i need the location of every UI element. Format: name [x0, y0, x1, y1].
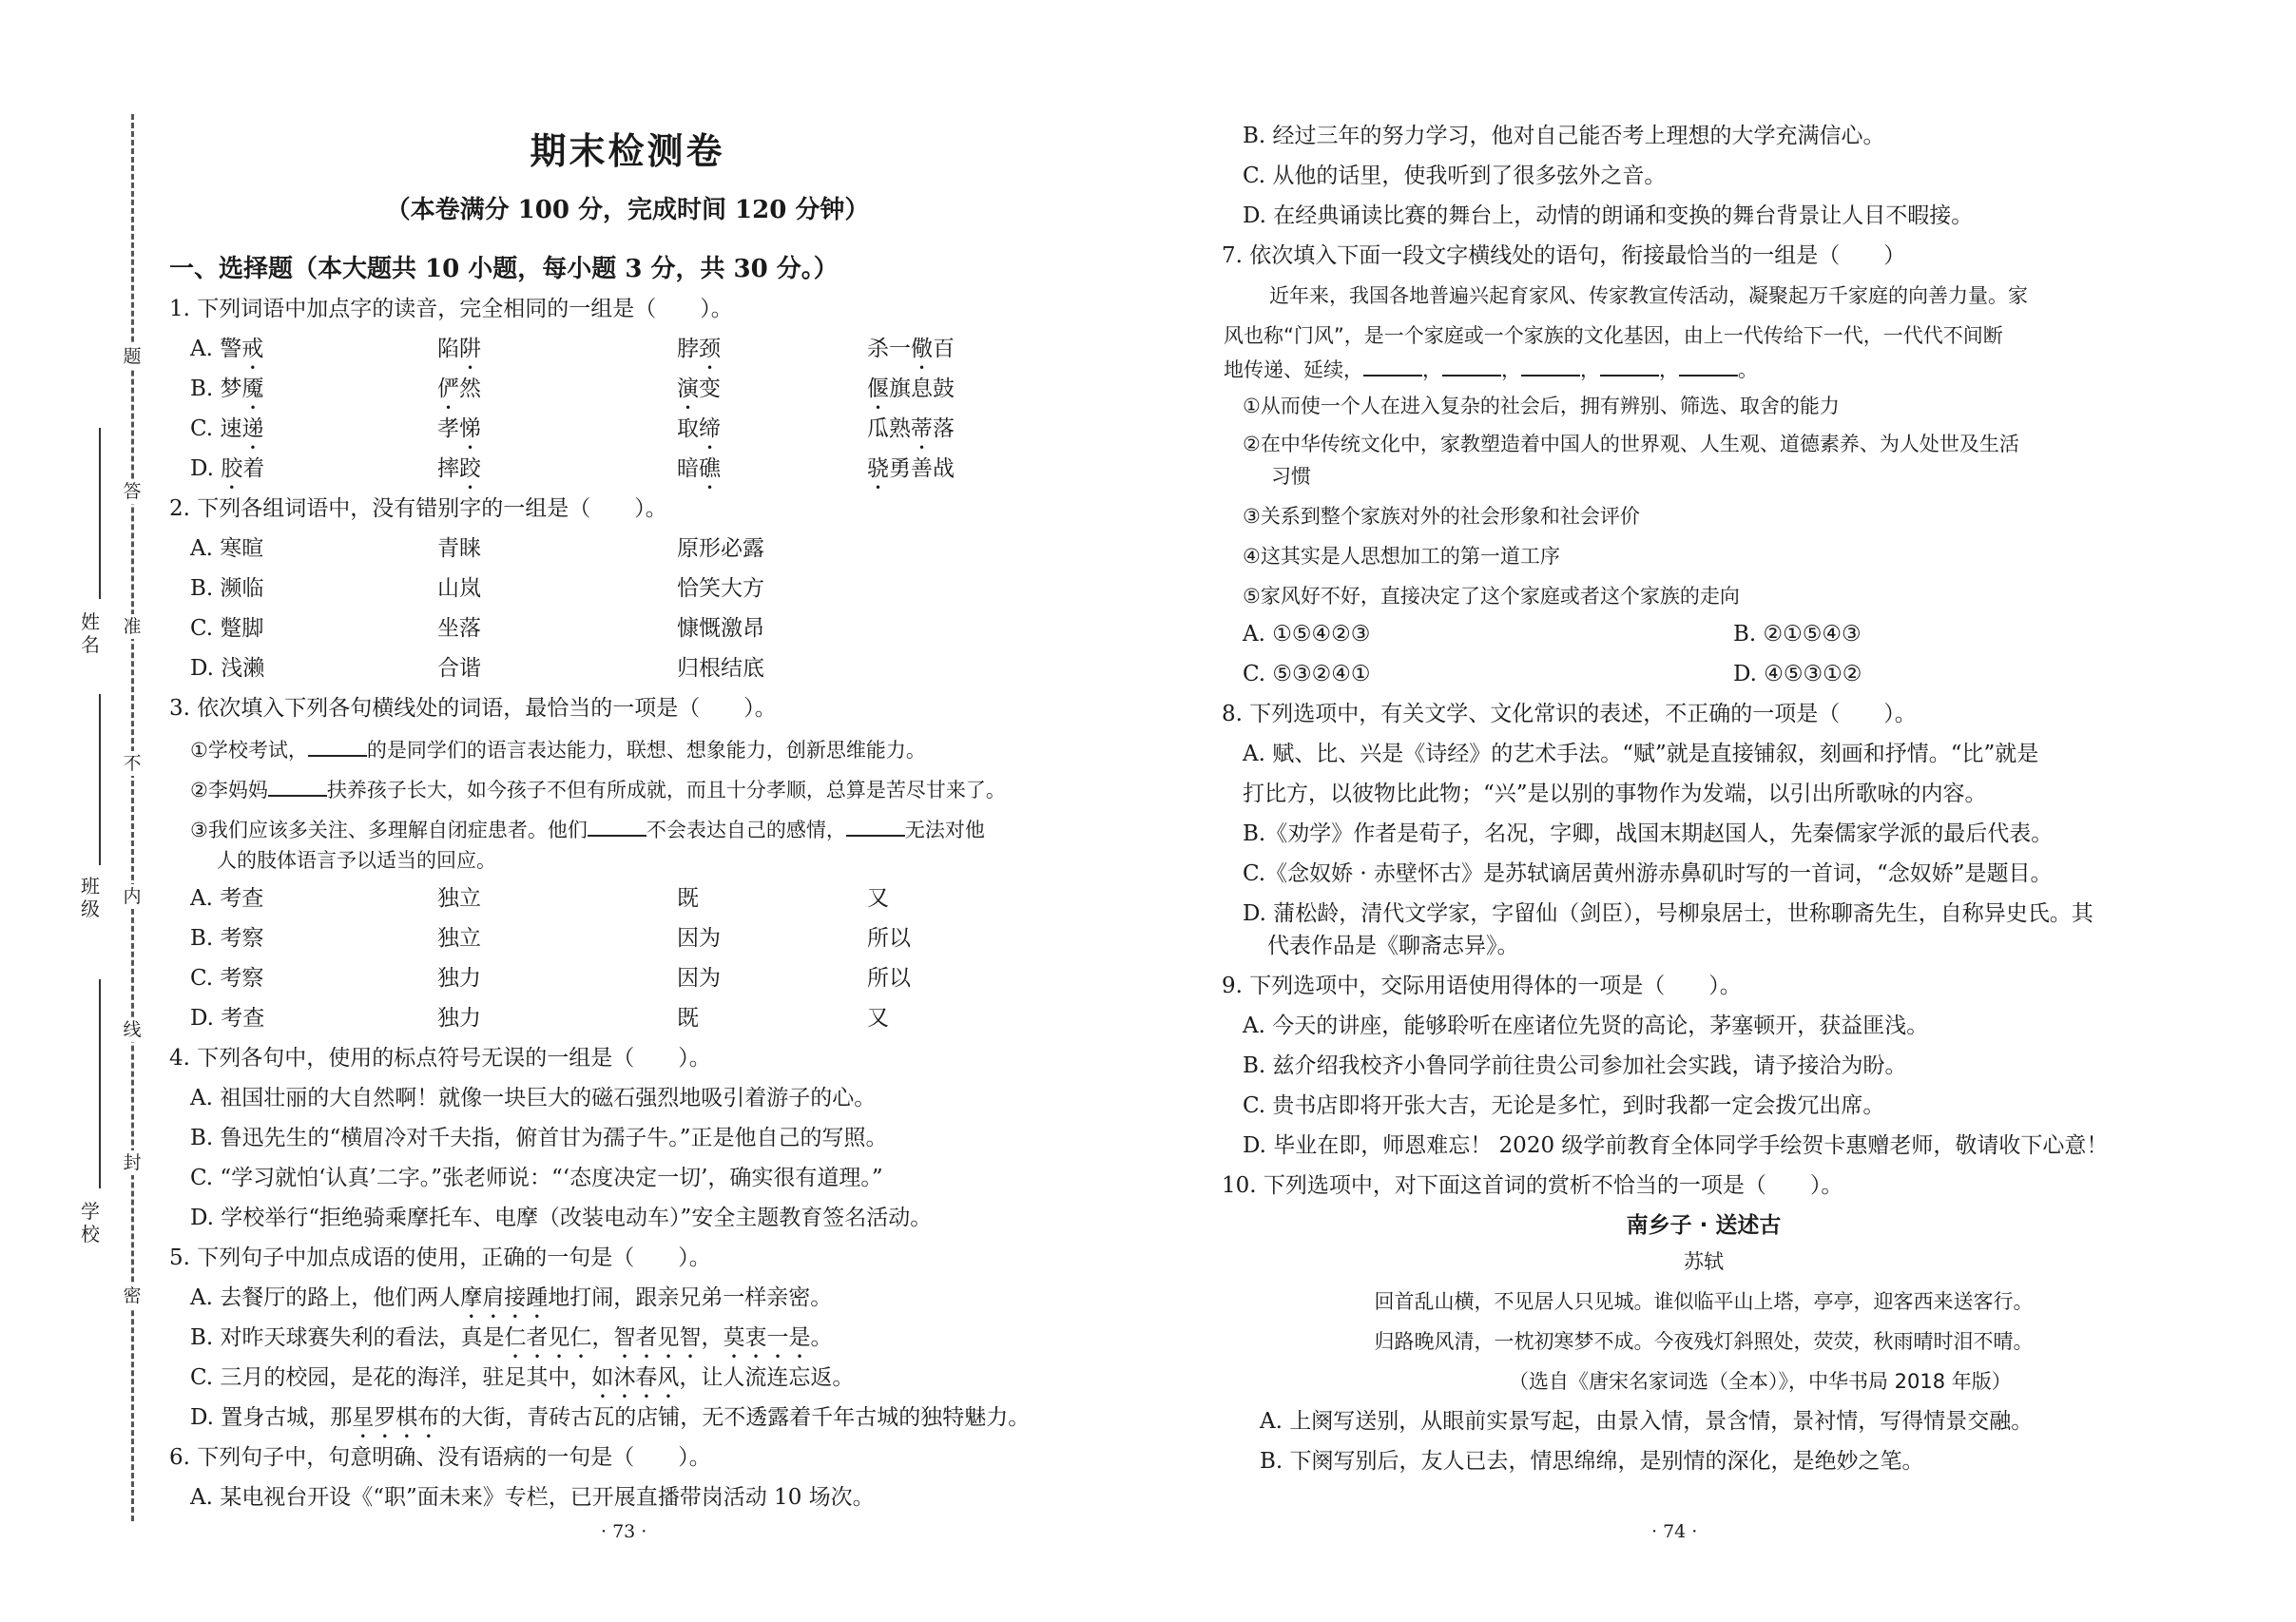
school-label: 学校 [81, 1200, 100, 1245]
poem-title: 南乡子 · 送述古 [1626, 1213, 1782, 1238]
q3-sentence-3-cont: 人的肢体语言予以适当的回应。 [217, 849, 496, 872]
question-stem: 6. 下列句子中，句意明确、没有语病的一句是（ ）。 [169, 1445, 711, 1470]
answer-blank[interactable] [308, 734, 367, 757]
q5-option-d: D. 置身古城，那星罗棋布的大街，青砖古瓦的店铺，无不透露着千年古城的独特魅力。 [190, 1405, 1031, 1430]
q6-option-a: A. 某电视台开设《“职”面未来》专栏，已开展直播带岗活动 10 场次。 [190, 1485, 875, 1510]
q10-option-b: B. 下阕写别后，友人已去，情思绵绵，是别情的深化，是绝妙之笔。 [1260, 1449, 1924, 1474]
left-page: 题 答 准 不 内 线 封 密 姓名 班级 学校 期末检测卷 （本卷满分 100 分，完成时间 120 分钟） 一、选择题（本大题共 10 小题，每小题 3 分，共 30 分。） 1. 下列词语中加点字的读音，完全相同的一组是（ ）。 A. 警戒 陷阱 脖颈 杀一儆百 B. 梦魇 俨然 演变 偃旗息鼓 C. 速递 孝悌 取缔 瓜熟蒂落 D. 胶着 摔跤 暗礁 骁勇善战 2. 下列各组词语中，没有错别字的一组是（ ）。 A. 寒暄 青睐 原形必露 B. 濒临 山岚 恰笑大方 C. 蹩脚 坐落 慷慨激昂 D. 浅濑 合谐 归根结底 3. 依次填入下列各句横线处的词语，最恰当的一项是（ ）。 ①学校考试， 的是同学们的语言表达能力，联想、想象能力，创新思维能力。 ②李妈妈 扶养孩子长大，如今孩子不但有所成就，而且十分孝顺，总算是苦尽甘来了。 ③我们应该多关注、多理解自闭症患者。他们 不会表达自己的感情， 无法对他 人的肢体语言予以适当的回应。 A. 考查 独立 既 又 B. 考察 独立 因为 所以 C. 考察 独力 因为 所以 D. 考查 独力 既 又 4. 下列各句中，使用的标点符号无误的一组是（ ）。 A. 祖国壮丽的大自然啊！就像一块巨大的磁石强烈地吸引着游子的心。 B. 鲁迅先生的“横眉冷对千夫指，俯首甘为孺子牛。”正是他自己的写照。 C. “学习就怕‘认真’二字。”张老师说：“‘态度决定一切’，确实很有道理。” D. 学校举行“拒绝骑乘摩托车、电摩（改装电动车）”安全主题教育签名活动。 5. 下列句子中加点成语的使用，正确的一句是（ ）。 A. 去餐厅的路上，他们两人摩肩接踵地打闹，跟亲兄弟一样亲密。 B. 对昨天球赛失利的看法，真是仁者见仁，智者见智，莫衷一是。 C. 三月的校园，是花的海洋，驻足其中，如沐春风，让人流连忘返。 D. 置身古城，那星罗棋布的大街，青砖古瓦的店铺，无不透露着千年古城的独特魅力。 6. 下列句子中，句意明确、没有语病的一句是（ ）。 A. 某电视台开设《“职”面未来》专栏，已开展直播带岗活动 10 场次。 · 73 · [0, 0, 1148, 1622]
q7-option-d: D. ④⑤③①② [1733, 662, 1862, 686]
question-stem: 1. 下列词语中加点字的读音，完全相同的一组是（ ）。 [169, 297, 733, 321]
q7-option-c: C. ⑤③②④① [1243, 662, 1371, 686]
class-label: 班级 [81, 875, 100, 920]
q8-option-line: 代表作品是《聊斋志异》。 [1267, 934, 1519, 958]
q4-option-d: D. 学校举行“拒绝骑乘摩托车、电摩（改装电动车）”安全主题教育签名活动。 [190, 1206, 933, 1230]
question-stem: 5. 下列句子中加点成语的使用，正确的一句是（ ）。 [169, 1245, 711, 1270]
answer-blank[interactable] [846, 814, 905, 837]
binding-dashed-line [131, 114, 134, 1521]
q3-sentence-1: ①学校考试， 的是同学们的语言表达能力，联想、想象能力，创新思维能力。 [190, 734, 926, 764]
question-stem: 7. 依次填入下面一段文字横线处的语句，衔接最恰当的一组是（ ） [1222, 243, 1906, 268]
name-label: 姓名 [81, 610, 100, 656]
q6-option-c: C. 从他的话里，使我听到了很多弦外之音。 [1243, 164, 1667, 188]
binding-char: 不 [120, 751, 145, 776]
binding-char: 答 [120, 479, 145, 504]
q7-passage-line: 地传递、延续， ， ， ， ， 。 [1224, 354, 1758, 384]
question-stem: 8. 下列选项中，有关文学、文化常识的表述，不正确的一项是（ ）。 [1222, 702, 1917, 726]
q6-option-b: B. 经过三年的努力学习，他对自己能否考上理想的大学充满信心。 [1243, 124, 1885, 148]
class-field-line[interactable] [99, 694, 101, 865]
answer-blank[interactable] [588, 814, 646, 837]
q7-option-b: B. ②①⑤④③ [1733, 622, 1862, 647]
q9-option-a: A. 今天的讲座，能够聆听在座诸位先贤的高论，茅塞顿开，获益匪浅。 [1243, 1014, 1929, 1038]
q8-option-line: A. 赋、比、兴是《诗经》的艺术手法。“赋”就是直接铺叙，刻画和抒情。“比”就是 [1243, 742, 2039, 766]
q9-option-d: D. 毕业在即，师恩难忘！ 2020 级学前教育全体同学手绘贺卡惠赠老师，敬请收下心意！ [1243, 1133, 2109, 1158]
answer-blank[interactable] [1521, 354, 1580, 377]
binding-char: 准 [120, 614, 145, 639]
q3-sentence-2: ②李妈妈 扶养孩子长大，如今孩子不但有所成就，而且十分孝顺，总算是苦尽甘来了。 [190, 774, 1006, 804]
exam-subtitle: （本卷满分 100 分，完成时间 120 分钟） [385, 196, 870, 224]
q5-option-c: C. 三月的校园，是花的海洋，驻足其中，如沐春风，让人流连忘返。 [190, 1365, 855, 1390]
q1-a-1: 戒 [241, 337, 264, 361]
page-number: · 74 · [1651, 1521, 1698, 1542]
section-heading: 一、选择题（本大题共 10 小题，每小题 3 分，共 30 分。） [169, 255, 839, 283]
q5-option-b: B. 对昨天球赛失利的看法，真是仁者见仁，智者见智，莫衷一是。 [190, 1325, 833, 1350]
binding-char: 线 [120, 1017, 145, 1042]
q8-option-line: B.《劝学》作者是荀子，名况，字卿，战国末期赵国人，先秦儒家学派的最后代表。 [1243, 821, 2054, 846]
question-stem: 9. 下列选项中，交际用语使用得体的一项是（ ）。 [1222, 974, 1742, 998]
answer-blank[interactable] [1600, 354, 1659, 377]
q7-option-a: A. ①⑤④②③ [1243, 622, 1371, 647]
poem-source: （选自《唐宋名家词选（全本）》，中华书局 2018 年版） [1509, 1370, 2012, 1393]
q7-item: ④这其实是人思想加工的第一道工序 [1243, 545, 1560, 568]
q7-item: ③关系到整个家族对外的社会形象和社会评价 [1243, 505, 1640, 528]
answer-blank[interactable] [268, 774, 327, 797]
q8-option-line: 打比方，以彼物比此物；“兴”是以别的事物作为发端，以引出所歌咏的内容。 [1243, 782, 1987, 806]
question-stem: 3. 依次填入下列各句横线处的词语，最恰当的一项是（ ）。 [169, 696, 777, 721]
page-number: · 73 · [601, 1521, 647, 1542]
q1-cell: 陷阱 [437, 337, 481, 361]
binding-char: 封 [120, 1150, 145, 1175]
q1-cell: 脖颈 [677, 337, 721, 361]
school-field-line[interactable] [99, 979, 101, 1188]
poem-author: 苏轼 [1684, 1250, 1724, 1273]
binding-char: 内 [120, 884, 145, 909]
q7-passage-line: 近年来，我国各地普遍兴起育家风、传家教宣传活动，凝聚起万千家庭的向善力量。家 [1269, 284, 2028, 307]
q5-option-a: A. 去餐厅的路上，他们两人摩肩接踵地打闹，跟亲兄弟一样亲密。 [190, 1285, 833, 1310]
q4-option-b: B. 鲁迅先生的“横眉冷对千夫指，俯首甘为孺子牛。”正是他自己的写照。 [190, 1126, 888, 1150]
answer-blank[interactable] [1442, 354, 1501, 377]
question-stem: 10. 下列选项中，对下面这首词的赏析不恰当的一项是（ ）。 [1222, 1173, 1843, 1198]
q3-sentence-3: ③我们应该多关注、多理解自闭症患者。他们 不会表达自己的感情， 无法对他 [190, 814, 985, 844]
q10-option-a: A. 上阕写送别，从眼前实景写起，由景入情，景含情，景衬情，写得情景交融。 [1260, 1409, 2034, 1434]
q7-item: ⑤家风好不好，直接决定了这个家庭或者这个家族的走向 [1243, 585, 1740, 608]
poem-verse: 归路晚风清，一枕初寒梦不成。今夜残灯斜照处，荧荧，秋雨晴时泪不晴。 [1374, 1330, 2034, 1353]
question-stem: 4. 下列各句中，使用的标点符号无误的一组是（ ）。 [169, 1046, 711, 1071]
q9-option-b: B. 兹介绍我校齐小鲁同学前往贵公司参加社会实践，请予接洽为盼。 [1243, 1053, 1907, 1078]
q6-option-d: D. 在经典诵读比赛的舞台上，动情的朗诵和变换的舞台背景让人目不暇接。 [1243, 203, 1974, 228]
q8-option-line: C.《念奴娇 · 赤壁怀古》是苏轼谪居黄州游赤鼻矶时写的一首词，“念奴娇”是题目。 [1243, 861, 2053, 886]
name-field-line[interactable] [99, 428, 101, 599]
q7-item-cont: 习惯 [1271, 465, 1311, 488]
answer-blank[interactable] [1363, 354, 1422, 377]
right-page [1148, 0, 2296, 1622]
answer-blank[interactable] [1679, 354, 1738, 377]
q8-option-line: D. 蒲松龄，清代文学家，字留仙（剑臣），号柳泉居士，世称聊斋先生，自称异史氏。其 [1243, 901, 2093, 926]
binding-char: 题 [120, 344, 145, 369]
q4-option-c: C. “学习就怕‘认真’二字。”张老师说：“‘态度决定一切’，确实很有道理。” [190, 1166, 883, 1190]
q4-option-a: A. 祖国壮丽的大自然啊！就像一块巨大的磁石强烈地吸引着游子的心。 [190, 1086, 877, 1110]
binding-char: 密 [120, 1284, 145, 1308]
q7-item: ①从而使一个人在进入复杂的社会后，拥有辨别、筛选、取舍的能力 [1243, 395, 1840, 417]
q1-cell: 杀一儆百 [867, 337, 955, 361]
q9-option-c: C. 贵书店即将开张大吉，无论是多忙，到时我都一定会拨冗出席。 [1243, 1093, 1885, 1118]
poem-verse: 回首乱山横，不见居人只见城。谁似临平山上塔，亭亭，迎客西来送客行。 [1374, 1290, 2034, 1313]
q7-passage-line: 风也称“门风”，是一个家庭或一个家族的文化基因，由上一代传给下一代，一代代不间断 [1224, 324, 2003, 347]
exam-title: 期末检测卷 [530, 129, 725, 172]
q7-item: ②在中华传统文化中，家教塑造着中国人的世界观、人生观、道德素养、为人处世及生活 [1243, 433, 2019, 455]
question-stem: 2. 下列各组词语中，没有错别字的一组是（ ）。 [169, 496, 667, 521]
